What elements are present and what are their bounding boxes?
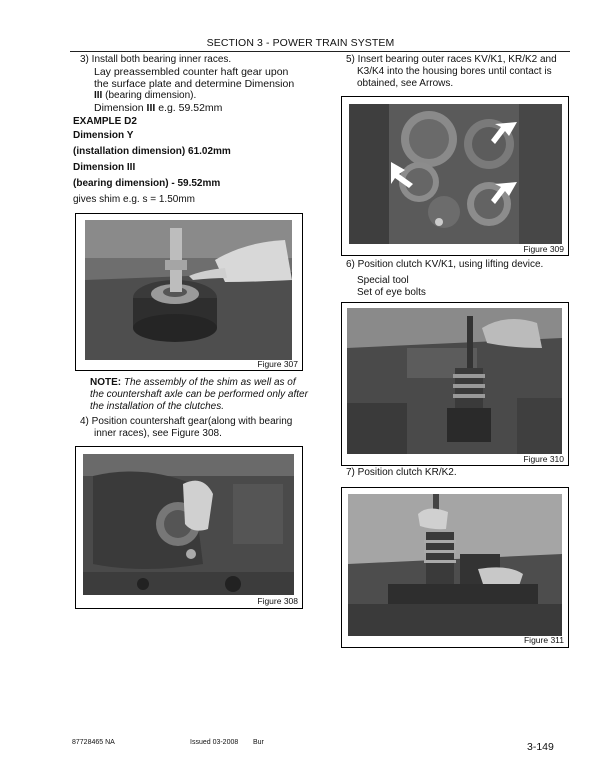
- issued-date: Issued 03-2008: [190, 739, 239, 746]
- clutch-kv-k1-image: [347, 308, 562, 454]
- note-text-1: The assembly of the shim as well as of: [121, 377, 296, 388]
- header-rule: [70, 51, 570, 52]
- figure-310-frame: [341, 302, 569, 466]
- figure-308-caption: Figure 308: [257, 596, 298, 606]
- step-6-line-1: 6) Position clutch KV/K1, using lifting device.: [346, 259, 544, 270]
- figure-310-photo: [347, 308, 562, 454]
- figure-311-frame: [341, 487, 569, 648]
- dimension-iii-label: III: [94, 90, 103, 101]
- figure-307-frame: [75, 213, 303, 371]
- figure-311-caption: Figure 311: [523, 635, 564, 645]
- installation-dimension: (installation dimension) 61.02mm: [73, 146, 231, 157]
- step-3-line-4: [94, 90, 196, 102]
- step-3-line-2: Lay preassembled counter haft gear upon: [94, 66, 289, 78]
- shim-result: gives shim e.g. s = 1.50mm: [73, 194, 195, 205]
- special-tool: Special tool: [357, 275, 409, 286]
- part-number: 87728465 NA: [72, 739, 115, 746]
- step-4-line-1: 4) Position countershaft gear(along with bearing: [80, 416, 293, 427]
- step-5-line-3: obtained, see Arrows.: [357, 78, 454, 89]
- figure-311-photo: [348, 494, 562, 636]
- figure-308-photo: [83, 454, 294, 595]
- dimension-value: e.g. 59.52mm: [155, 102, 223, 114]
- figure-309-caption: Figure 309: [523, 244, 564, 254]
- step-4-line-2: inner races), see Figure 308.: [94, 428, 222, 439]
- example-title: EXAMPLE D2: [73, 116, 137, 127]
- step-5-line-2: K3/K4 into the housing bores until contact is: [357, 66, 552, 77]
- step-5-line-1: 5) Insert bearing outer races KV/K1, KR/K2 and: [346, 54, 557, 65]
- note-line-3: the installation of the clutches.: [90, 401, 224, 412]
- note-line-1: [90, 377, 296, 389]
- figure-307-photo: [85, 220, 292, 360]
- dimension-word: Dimension: [94, 102, 147, 114]
- figure-309-photo: [349, 104, 562, 244]
- step-3-line-3: the surface plate and determine Dimension: [94, 78, 295, 90]
- dimension-iii-bold: III: [146, 102, 156, 114]
- clutch-kr-k2-image: [348, 494, 562, 636]
- note-line-2: the countershaft axle can be performed only after: [90, 389, 308, 400]
- dimension-iii: Dimension III: [73, 162, 136, 173]
- step-3-line-4-rest: (bearing dimension).: [102, 90, 197, 101]
- step-3-line-5: [94, 102, 222, 114]
- step-7-line-1: 7) Position clutch KR/K2.: [346, 467, 457, 478]
- page-number: 3-149: [527, 741, 554, 753]
- countershaft-gear-image: [83, 454, 294, 595]
- gear-on-surface-plate-image: [85, 220, 292, 360]
- dimension-y: Dimension Y: [73, 130, 134, 141]
- bearing-races-with-arrows-image: [349, 104, 562, 244]
- note-label: NOTE:: [90, 377, 122, 388]
- figure-308-frame: [75, 446, 303, 609]
- figure-309-frame: [341, 96, 569, 256]
- language-code: Bur: [253, 739, 264, 746]
- step-3-line-1: 3) Install both bearing inner races.: [80, 54, 232, 65]
- eye-bolts: Set of eye bolts: [357, 287, 426, 298]
- figure-310-caption: Figure 310: [523, 454, 564, 464]
- section-title: SECTION 3 - POWER TRAIN SYSTEM: [206, 37, 395, 49]
- figure-307-caption: Figure 307: [257, 359, 298, 369]
- bearing-dimension: (bearing dimension) - 59.52mm: [73, 178, 221, 189]
